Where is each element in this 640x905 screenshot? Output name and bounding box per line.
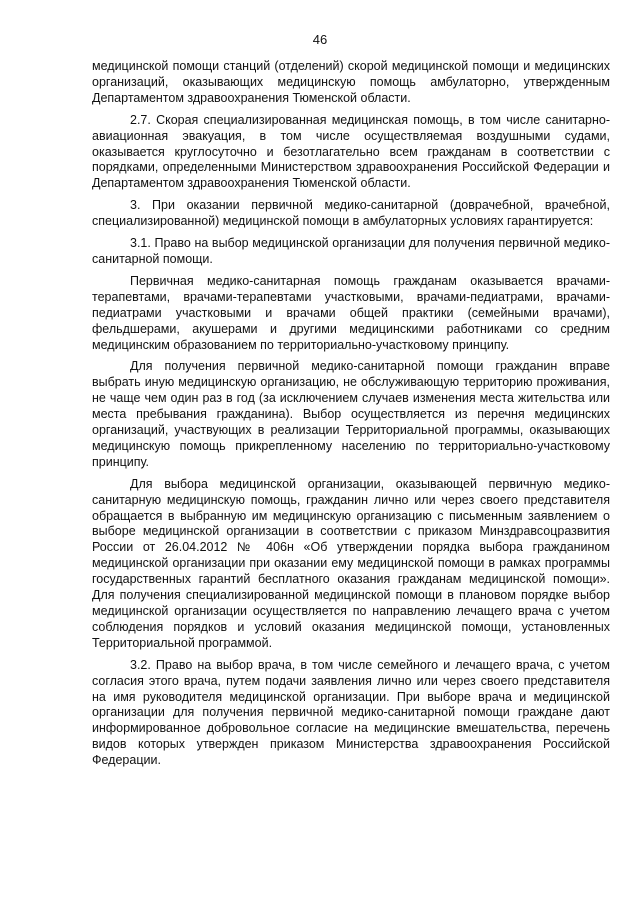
page-number: 46 — [312, 32, 328, 47]
paragraph-2-7: 2.7. Скорая специализированная медицинская помощь, в том числе санитарно-авиационная эвакуация, в том числе осуществляемая воздушными судами, оказывается круглосуточно и безотлагательно всем гражданам в соответствии с порядками, определенными Министерством здравоохранения Российской Федерации и Департаментом здравоохранения Тюменской области. — [92, 112, 610, 191]
paragraph-application-procedure: Для выбора медицинской организации, оказывающей первичную медико-санитарную медицинскую помощь, гражданин лично или через своего представителя обращается в выбранную им медицинскую организацию с письменным заявлением о выборе медицинской организации в соответствии с приказом Минздравсоцразвития России от 26.04.2012 № 406н «Об утверждении порядка выбора гражданином медицинской организации при оказании ему медицинской помощи в рамках программы государственных гарантий бесплатного оказания гражданам медицинской помощи». Для получения специализированной медицинской помощи в плановом порядке выбор медицинской организации осуществляется по направлению лечащего врача с учетом соблюдения порядков и условий оказания медицинской помощи, установленных Территориальной программой. — [92, 476, 610, 650]
paragraph-3-1: 3.1. Право на выбор медицинской организации для получения первичной медико-санитарной помощи. — [92, 236, 610, 266]
paragraph-3: 3. При оказании первичной медико-санитарной (доврачебной, врачебной, специализированной) медицинской помощи в амбулаторных условиях гарантируется: — [92, 198, 610, 229]
paragraph-choice-of-organization: Для получения первичной медико-санитарной помощи гражданин вправе выбрать иную медицинскую организацию, не обслуживающую территорию проживания, не чаще чем один раз в год (за исключением случаев изменения места жительства или места пребывания гражданина). Выбор осуществляется из перечня медицинских организаций, участвующих в реализации Территориальной программы, оказывающих медицинскую помощь прикрепленному населению по территориально-участковому принципу. — [92, 359, 610, 469]
paragraph-3-2: 3.2. Право на выбор врача, в том числе семейного и лечащего врача, с учетом согласия этого врача, путем подачи заявления лично или через своего представителя на имя руководителя медицинской организации. При выборе врача и медицинской организации для получения первичной медико-санитарной помощи граждане дают информированное добровольное согласие на медицинские вмешательства, перечень видов которых утвержден приказом Министерства здравоохранения Российской Федерации. — [92, 657, 610, 768]
paragraph-continuation: медицинской помощи станций (отделений) скорой медицинской помощи и медицинских организаций, оказывающих медицинскую помощь амбулаторно, утвержденным Департаментом здравоохранения Тюменской области. — [92, 59, 610, 105]
paragraph-primary-care: Первичная медико-санитарная помощь гражданам оказывается врачами-терапевтами, врачами-терапевтами участковыми, врачами-педиатрами, врачами-педиатрами участковыми и врачами общей практики (семейными врачами), фельдшерами, акушерами и другими медицинскими работниками со средним медицинским образованием по территориально-участковому принципу. — [92, 273, 610, 352]
document-body — [92, 59, 610, 775]
